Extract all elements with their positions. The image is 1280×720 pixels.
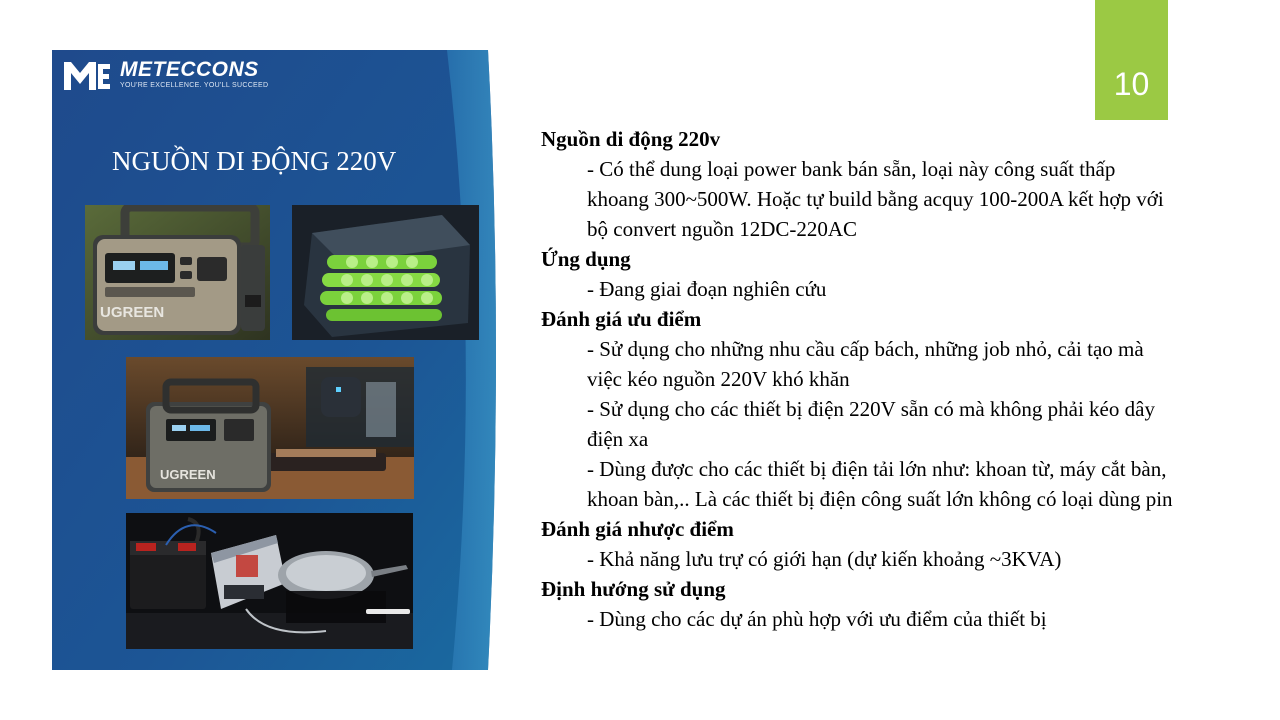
section-item: - Sử dụng cho những nhu cầu cấp bách, những job nhỏ, cải tạo mà việc kéo nguồn 220V khó khăn [587,337,1144,391]
section-heading-dinh-huong: Định hướng sử dụng [541,577,726,601]
photo-inverter-setup [126,513,413,649]
panel-title: NGUỒN DI ĐỘNG 220V [112,146,397,176]
photo-power-station-grill [126,357,414,499]
logo-mark-icon [62,60,112,92]
section-item: - Dùng được cho các thiết bị điện tải lớn như: khoan từ, máy cắt bàn, khoan bàn,.. Là các thiết bị điện công suất lớn không có loại dùng pin [587,457,1173,511]
photo-brand-label: UGREEN [160,467,216,482]
logo-name: METECCONS [120,58,259,81]
page-number: 10 [1113,66,1150,102]
photo-battery-pack [292,205,479,340]
section-item: - Có thể dung loại power bank bán sẵn, loại này công suất thấp khoang 300~500W. Hoặc tự build bằng acquy 100-200A kết hợp với bộ convert nguồn 12DC-220AC [587,157,1164,241]
section-item: - Sử dụng cho các thiết bị điện 220V sẵn có mà không phải kéo dây điện xa [587,397,1155,451]
photo-power-station [85,205,270,340]
section-heading-uu-diem: Đánh giá ưu điểm [541,307,702,331]
company-logo [62,58,312,94]
section-item: - Dùng cho các dự án phù hợp với ưu điểm của thiết bị [587,607,1047,631]
section-item: - Đang giai đoạn nghiên cứu [587,277,827,301]
section-heading-ung-dung: Ứng dụng [541,247,631,271]
section-heading-nguon-di-dong: Nguồn di động 220v [541,127,721,151]
content-body [541,124,1181,634]
photo-brand-label: UGREEN [100,304,165,321]
section-item: - Khả năng lưu trự có giới hạn (dự kiến khoảng ~3KVA) [587,547,1062,571]
logo-tagline: YOU'RE EXCELLENCE. YOU'LL SUCCEED [120,82,269,89]
section-heading-nhuoc-diem: Đánh giá nhược điểm [541,517,734,541]
page-number-tab [1095,0,1168,120]
